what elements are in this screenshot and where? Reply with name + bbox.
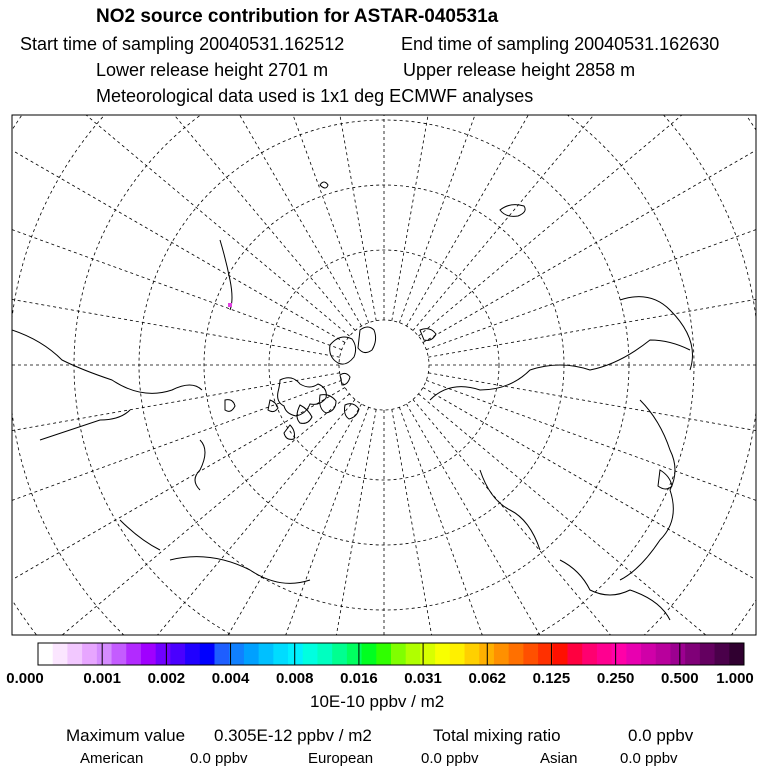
colorbar-cell: [126, 643, 141, 665]
colorbar-tick-label: 0.062: [468, 670, 507, 687]
colorbar-cell: [553, 643, 568, 665]
colorbar-tick-label: 0.001: [83, 670, 121, 687]
map-title: NO2 source contribution for ASTAR-040531a: [96, 6, 499, 27]
colorbar-tick-label: 0.016: [340, 670, 378, 687]
colorbar-cell: [141, 643, 156, 665]
colorbar-cell: [273, 643, 288, 665]
colorbar-cell: [38, 643, 53, 665]
total-mixing-ratio-label: Total mixing ratio: [433, 726, 561, 745]
colorbar-cell: [244, 643, 259, 665]
colorbar-cell: [317, 643, 332, 665]
colorbar-cell: [597, 643, 612, 665]
colorbar-cell: [215, 643, 230, 665]
american-value: 0.0 ppbv: [190, 750, 248, 767]
colorbar-cell: [670, 643, 685, 665]
european-value: 0.0 ppbv: [421, 750, 479, 767]
colorbar-cell: [626, 643, 641, 665]
colorbar-cell: [656, 643, 671, 665]
lower-release-height: Lower release height 2701 m: [96, 60, 329, 80]
colorbar-cell: [156, 643, 171, 665]
asian-label: Asian: [540, 750, 578, 767]
colorbar-cell: [729, 643, 744, 665]
colorbar-cell: [700, 643, 715, 665]
colorbar-tick-label: 0.031: [404, 670, 442, 687]
colorbar-cell: [97, 643, 112, 665]
colorbar-cell: [406, 643, 421, 665]
colorbar-cells: [38, 643, 745, 665]
colorbar-cell: [53, 643, 68, 665]
colorbar-tick-label: 0.004: [211, 670, 250, 687]
colorbar-cell: [435, 643, 450, 665]
colorbar-tick-label: 0.250: [596, 670, 635, 687]
colorbar-cell: [376, 643, 391, 665]
colorbar-tick-label: 0.002: [147, 670, 186, 687]
colorbar-tick-label: 0.125: [532, 670, 571, 687]
colorbar-cell: [494, 643, 509, 665]
asian-value: 0.0 ppbv: [620, 750, 678, 767]
colorbar-cell: [450, 643, 465, 665]
colorbar-cell: [465, 643, 480, 665]
colorbar-cell: [67, 643, 82, 665]
colorbar-cell: [715, 643, 730, 665]
colorbar-cell: [200, 643, 215, 665]
colorbar-cell: [303, 643, 318, 665]
colorbar-cell: [612, 643, 627, 665]
meteorological-data: Meteorological data used is 1x1 deg ECMWF analyses: [96, 86, 534, 106]
colorbar-tick-label: 0.500: [661, 670, 699, 687]
colorbar-tick-label: 1.000: [716, 670, 754, 687]
total-mixing-ratio-value: 0.0 ppbv: [628, 726, 694, 745]
colorbar-cell: [112, 643, 127, 665]
colorbar-cell: [332, 643, 347, 665]
colorbar-cell: [582, 643, 597, 665]
colorbar-cell: [391, 643, 406, 665]
colorbar-cell: [288, 643, 303, 665]
colorbar-cell: [170, 643, 185, 665]
colorbar-cell: [523, 643, 538, 665]
colorbar-tick-label: 0.008: [275, 670, 314, 687]
colorbar-cell: [259, 643, 274, 665]
max-value-label: Maximum value: [66, 726, 186, 745]
start-sampling-time: Start time of sampling 20040531.162512: [20, 34, 345, 54]
colorbar-cell: [185, 643, 200, 665]
colorbar-tick-label: 0.000: [6, 670, 44, 687]
colorbar-cell: [509, 643, 524, 665]
american-label: American: [80, 750, 144, 767]
colorbar-cell: [347, 643, 362, 665]
upper-release-height: Upper release height 2858 m: [403, 60, 636, 80]
colorbar-cell: [641, 643, 656, 665]
colorbar-cell: [82, 643, 97, 665]
colorbar-unit: 10E-10 ppbv / m2: [310, 692, 445, 711]
colorbar-cell: [568, 643, 583, 665]
end-sampling-time: End time of sampling 20040531.162630: [401, 34, 720, 54]
colorbar-cell: [229, 643, 244, 665]
european-label: European: [308, 750, 374, 767]
colorbar-cell: [362, 643, 377, 665]
colorbar-cell: [685, 643, 700, 665]
max-value: 0.305E-12 ppbv / m2: [214, 726, 372, 745]
